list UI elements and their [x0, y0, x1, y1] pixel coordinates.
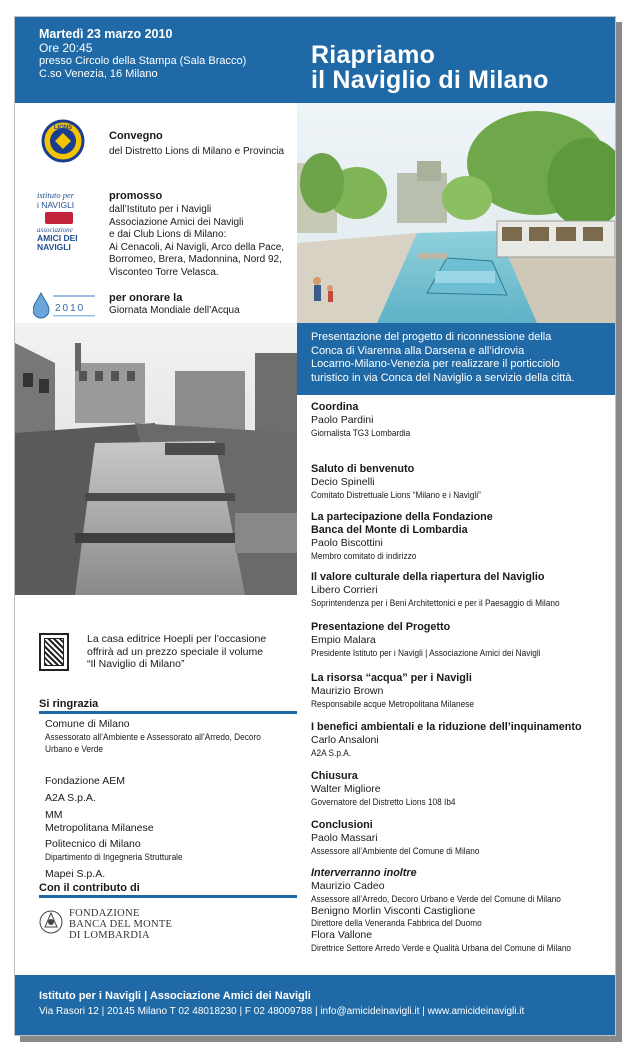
program-heading: Coordina	[311, 401, 359, 413]
thanks-item	[45, 775, 297, 788]
speaker-name: Empio Malara	[311, 634, 376, 646]
speaker-role: Assessore all’Ambiente del Comune di Milano	[311, 845, 480, 856]
project-description	[297, 323, 616, 395]
event-info-box	[15, 17, 297, 103]
thanks-name: Politecnico di Milano	[45, 838, 141, 850]
promosso-label: promosso	[109, 190, 163, 202]
program-heading: I benefici ambientali e la riduzione dell’inquinamento	[311, 721, 582, 733]
program-heading: La risorsa “acqua” per i Navigli	[311, 672, 472, 684]
event-date: Martedì 23 marzo 2010	[39, 27, 173, 41]
promosso-line: Associazione Amici dei Navigli	[109, 216, 244, 228]
thanks-item	[45, 838, 297, 863]
thanks-item	[45, 792, 297, 805]
contrib-heading: Con il contributo di	[39, 882, 140, 894]
description-line: turistico in via Conca del Naviglio a servizio della città.	[311, 371, 575, 384]
speaker-role: Responsabile acque Metropolitana Milanese	[311, 698, 474, 709]
program-item	[311, 770, 611, 808]
promosso-line: Borromeo, Brera, Madonnina, Nord 92,	[109, 254, 282, 265]
speaker-name: Paolo Massari	[311, 832, 378, 844]
event-address: C.so Venezia, 16 Milano	[39, 68, 158, 80]
hoepli-logo	[39, 633, 69, 671]
onorare-text	[109, 291, 240, 318]
promosso-line: e dai Club Lions di Milano:	[109, 229, 227, 240]
thanks-item	[45, 718, 297, 755]
description-line: Presentazione del progetto di riconnessione della	[311, 331, 552, 343]
page-title-line1: Riapriamo	[311, 41, 436, 69]
speaker-name: Benigno Morlin Visconti Castiglione	[311, 904, 476, 917]
hoepli-text	[87, 633, 302, 671]
speaker-name: Paolo Pardini	[311, 414, 374, 426]
thanks-name: Fondazione AEM	[45, 775, 125, 787]
program-item	[311, 571, 611, 609]
description-line: Locarno-Milano-Venezia per realizzare il porticciolo	[311, 358, 560, 370]
speaker-name: Walter Migliore	[311, 783, 381, 795]
thanks-item	[45, 822, 297, 835]
speaker-name: Maurizio Cadeo	[311, 880, 385, 892]
navigli-mark-icon	[45, 212, 73, 224]
thanks-rule	[39, 711, 297, 714]
canal-rendering-image	[297, 103, 616, 323]
thanks-item	[45, 868, 297, 881]
speaker-role: Comitato Distrettuale Lions “Milano e i Navigli”	[311, 489, 481, 500]
event-time: Ore 20:45	[39, 41, 93, 55]
navigli-logos: istituto per i NAVIGLI associazione AMICI DEI NAVIGLI	[37, 190, 78, 252]
promosso-lines	[109, 204, 284, 279]
contrib-rule	[39, 895, 297, 898]
promosso-text	[109, 189, 284, 279]
speaker-name: Maurizio Brown	[311, 685, 384, 697]
thanks-item	[45, 809, 297, 822]
organizers-block	[15, 103, 297, 323]
thanks-name: MM	[45, 809, 63, 821]
hoepli-notice	[39, 633, 299, 679]
program-heading: La partecipazione della Fondazione	[311, 511, 493, 523]
program-heading: Conclusioni	[311, 819, 373, 831]
program-heading: Il valore culturale della riapertura del Naviglio	[311, 571, 545, 583]
historic-canal-photo	[15, 323, 297, 595]
convegno-text	[109, 129, 284, 159]
thanks-name: Metropolitana Milanese	[45, 822, 154, 834]
speaker-role: Direttrice Settore Arredo Verde e Qualità Urbana del Comune di Milano	[311, 942, 572, 953]
hoepli-line: offrirà ad un prezzo speciale il volume	[87, 645, 264, 658]
flyer-sheet	[14, 16, 616, 1036]
onorare-label: per onorare la	[109, 292, 183, 304]
thanks-name: A2A S.p.A.	[45, 792, 96, 804]
speaker-role: A2A S.p.A.	[311, 747, 352, 758]
page-title-line2: il Naviglio di Milano	[311, 66, 549, 94]
fondazione-emblem-icon	[39, 905, 63, 939]
speaker-role: Soprintendenza per i Beni Architettonici e per il Paesaggio di Milano	[311, 597, 560, 608]
thanks-sub: Assessorato all’Ambiente e Assessorato all’Arredo, Decoro	[45, 732, 261, 742]
program-heading: Chiusura	[311, 770, 358, 782]
promosso-row	[15, 191, 297, 281]
promosso-line: Ai Cenacoli, Ai Navigli, Arco della Pace,	[109, 241, 285, 253]
footer	[15, 975, 616, 1036]
program-item	[311, 463, 611, 501]
thanks-name: Mapei S.p.A.	[45, 868, 106, 880]
program-item	[311, 401, 611, 439]
convegno-label: Convegno	[109, 130, 163, 142]
speaker-name: Paolo Biscottini	[311, 537, 383, 549]
lions-logo	[35, 119, 91, 168]
svg-text:2010: 2010	[55, 303, 86, 314]
description-line: Conca di Viarenna alla Darsena e all’idrovia	[311, 344, 525, 357]
speaker-role: Giornalista TG3 Lombardia	[311, 427, 411, 438]
program-item	[311, 511, 611, 562]
program-heading: Banca del Monte di Lombardia	[311, 524, 468, 536]
onorare-row	[15, 291, 297, 321]
program-item	[311, 721, 611, 759]
speaker-role: Presidente Istituto per i Navigli | Associazione Amici dei Navigli	[311, 647, 541, 658]
speaker-name: Flora Vallone	[311, 929, 373, 941]
speaker-name: Carlo Ansaloni	[311, 734, 379, 746]
program-item	[311, 819, 611, 857]
thanks-sub: Dipartimento di Ingegneria Strutturale	[45, 852, 183, 862]
speaker-name: Decio Spinelli	[311, 476, 375, 488]
thanks-sub: Urbano e Verde	[45, 744, 104, 754]
speaker-name: Libero Corrieri	[311, 584, 378, 596]
giornata-acqua-logo	[33, 289, 99, 326]
speaker-role: Assessore all’Arredo, Decoro Urbano e Verde del Comune di Milano	[311, 893, 561, 904]
thanks-name: Comune di Milano	[45, 718, 130, 730]
speaker-role: Direttore della Veneranda Fabbrica del Duomo	[311, 918, 482, 928]
hoepli-line: La casa editrice Hoepli per l’occasione	[87, 633, 267, 645]
program-heading: Saluto di benvenuto	[311, 463, 415, 475]
title-box	[297, 17, 616, 103]
program-item	[311, 867, 611, 954]
program-item	[311, 621, 611, 659]
program-heading: Presentazione del Progetto	[311, 621, 451, 633]
fondazione-logo: FONDAZIONE BANCA DEL MONTE DI LOMBARDIA	[39, 905, 239, 945]
onorare-desc: Giornata Mondiale dell’Acqua	[109, 305, 240, 316]
footer-contacts: Via Rasori 12 | 20145 Milano T 02 48018230 | F 02 48009788 | info@amicideinavigli.it | www.amicideinavigli.it	[39, 1006, 525, 1017]
event-place: presso Circolo della Stampa (Sala Bracco)	[39, 55, 247, 67]
convegno-desc: del Distretto Lions di Milano e Provincia	[109, 146, 285, 157]
promosso-line: Visconteo Torre Velasca.	[109, 266, 219, 278]
program-item	[311, 672, 611, 710]
hoepli-line: “Il Naviglio di Milano”	[87, 658, 185, 670]
promosso-line: dall’Istituto per i Navigli	[109, 204, 212, 215]
convegno-row	[15, 119, 297, 169]
program-heading: Interverranno inoltre	[311, 867, 417, 879]
footer-orgs: Istituto per i Navigli | Associazione Amici dei Navigli	[39, 990, 311, 1002]
svg-text:LIONS: LIONS	[53, 125, 73, 131]
speaker-role: Membro comitato di indirizzo	[311, 550, 417, 561]
speaker-role: Governatore del Distretto Lions 108 Ib4	[311, 796, 456, 807]
thanks-heading: Si ringrazia	[39, 698, 99, 710]
